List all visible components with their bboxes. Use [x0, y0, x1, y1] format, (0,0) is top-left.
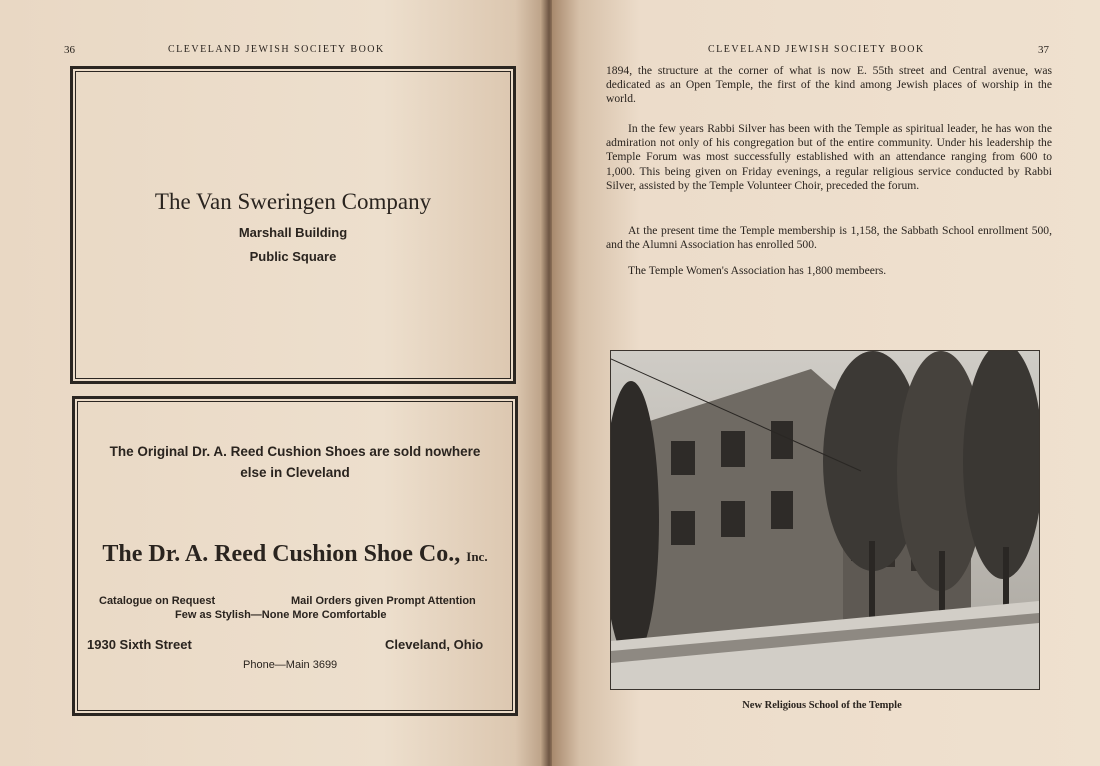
- reed-city: Cleveland, Ohio: [385, 637, 484, 652]
- reed-tagline: Few as Stylish—None More Comfortable: [175, 609, 387, 621]
- van-sweringen-building: Marshall Building: [238, 225, 348, 240]
- reed-headline: The Original Dr. A. Reed Cushion Shoes are sold nowhere else in Cleveland: [109, 444, 481, 480]
- reed-catalogue: Catalogue on Request: [99, 595, 216, 607]
- paragraph-1: 1894, the structure at the corner of what is now E. 55th street and Central avenue, was dedicated as an Open Temple, the first of the kind among Jewish places of worship in the world.: [606, 64, 1052, 106]
- reed-company-line: [75, 541, 515, 568]
- reed-company-suffix: Inc.: [466, 549, 488, 564]
- van-sweringen-ad: [70, 66, 516, 384]
- paragraph-4: The Temple Women's Association has 1,800 membeers.: [628, 264, 887, 277]
- page-number-left: 36: [64, 44, 75, 56]
- temple-school-photo: [610, 350, 1040, 690]
- paragraph-3: At the present time the Temple membership is 1,158, the Sabbath School enrollment 500, and the Alumni Association has enrolled 500.: [606, 224, 1052, 252]
- photo-caption: New Religious School of the Temple: [742, 700, 902, 711]
- running-head-right: CLEVELAND JEWISH SOCIETY BOOK: [708, 44, 925, 55]
- reed-mail-orders: Mail Orders given Prompt Attention: [291, 595, 476, 607]
- van-sweringen-company-name: The Van Sweringen Company: [154, 189, 432, 214]
- page-number-right: 37: [1038, 44, 1049, 56]
- reed-cushion-shoe-ad: [72, 396, 518, 716]
- temple-school-photo-drawing: [611, 351, 1039, 689]
- left-page: [0, 0, 548, 766]
- right-page: [552, 0, 1100, 766]
- reed-phone: Phone—Main 3699: [243, 659, 338, 671]
- paragraph-2: In the few years Rabbi Silver has been with the Temple as spiritual leader, he has won the admiration not only of his congregation but of the entire community. Under his leadership the Temple Forum was most successfully established with an attendance ranging from 600 to 1,000. This being given on Friday evenings, a regular religious service conducted by Rabbi Silver, assisted by the Temple Volunteer Choir, preceded the forum.: [606, 122, 1052, 192]
- reed-address: 1930 Sixth Street: [87, 637, 192, 652]
- running-head-left: CLEVELAND JEWISH SOCIETY BOOK: [168, 44, 385, 55]
- reed-company-name: The Dr. A. Reed Cushion Shoe Co.,: [102, 541, 461, 567]
- van-sweringen-location: Public Square: [249, 249, 337, 264]
